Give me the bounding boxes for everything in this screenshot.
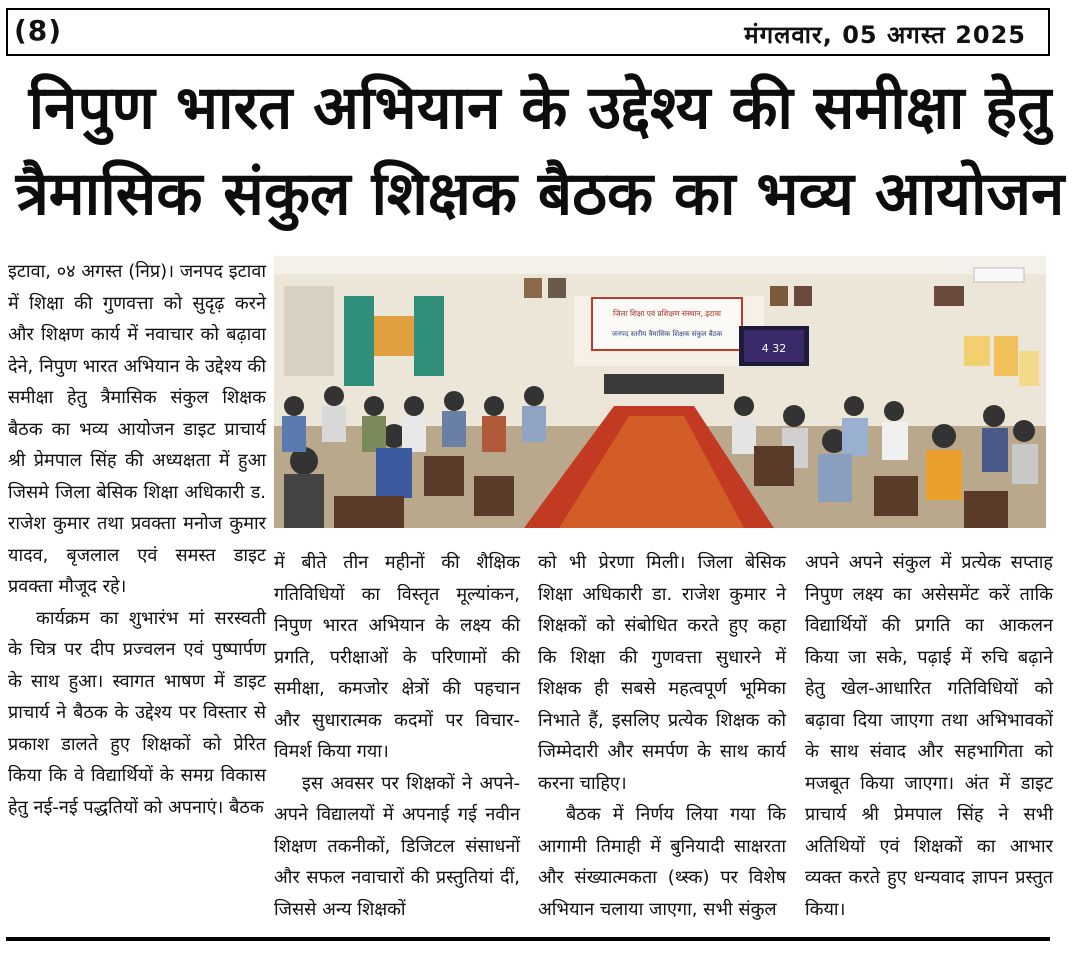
bottom-divider: [6, 937, 1050, 941]
banner-text-line-2: जनपद स्तरीय त्रैमासिक शिक्षक संकुल बैठक: [611, 330, 723, 338]
article-column-4: [805, 547, 1053, 925]
article-paragraph: कार्यक्रम का शुभारंभ मां सरस्वती के चित्र पर दीप प्रज्वलन एवं पुष्पार्पण के साथ हुआ। स्वागत भाषण में डाइट प्राचार्य ने बैठक के उद्देश्य पर विस्तार से प्रकाश डालते हुए शिक्षकों को प्रेरित किया कि वे विद्यार्थियों के समग्र विकास हेतु नई-नई पद्धतियों को अपनाएं। बैठक: [8, 607, 266, 818]
page-number: (8): [14, 14, 63, 47]
article-paragraph: बैठक में निर्णय लिया गया कि आगामी तिमाही में बुनियादी साक्षरता और संख्यात्मकता (थ्स्क) पर विशेष अभियान चलाया जाएगा, सभी संकुल: [538, 804, 786, 920]
projector-screen-text: 4 32: [761, 342, 787, 355]
masthead-bar: [6, 8, 1050, 56]
headline-line-2: त्रैमासिक संकुल शिक्षक बैठक का भव्य आयोजन: [15, 159, 1065, 229]
article-column-1: [8, 256, 266, 823]
article-column-2: [274, 547, 520, 925]
issue-date: मंगलवार, 05 अगस्त 2025: [744, 21, 1026, 49]
article-column-3: [538, 547, 786, 925]
banner-text-line-1: जिला शिक्षा एवं प्रशिक्षण संस्थान, इटावा: [613, 309, 721, 318]
article-paragraph: को भी प्रेरणा मिली। जिला बेसिक शिक्षा अधिकारी डा. राजेश कुमार ने शिक्षकों को संबोधित करते हुए कहा कि शिक्षा की गुणवत्ता सुधारने में शिक्षक ही सबसे महत्वपूर्ण भूमिका निभाते हैं, इसलिए प्रत्येक शिक्षक को जिम्मेदारी और समर्पण के साथ कार्य करना चाहिए।: [538, 552, 786, 794]
article-paragraph: में बीते तीन महीनों की शैक्षिक गतिविधियों का विस्तृत मूल्यांकन, निपुण भारत अभियान के लक्ष्य की प्रगति, परीक्षाओं के परिणामों की समीक्षा, कमजोर क्षेत्रों की पहचान और सुधारात्मक कदमों पर विचार-विमर्श किया गया।: [274, 552, 520, 762]
headline-line-1: निपुण भारत अभियान के उद्देश्य की समीक्षा हेतु: [28, 73, 1052, 143]
article-paragraph: अपने अपने संकुल में प्रत्येक सप्ताह निपुण लक्ष्य का असेसमेंट करें ताकि विद्यार्थियों की प्रगति का आकलन किया जा सके, पढ़ाई में रुचि बढ़ाने हेतु खेल-आधारित गतिविधियों को बढ़ावा दिया जाएगा तथा अभिभावकों के साथ संवाद और सहभागिता को मजबूत किया जाएगा। अंत में डाइट प्राचार्य श्री प्रेमपाल सिंह ने सभी अतिथियों एवं शिक्षकों का आभार व्यक्त करते हुए धन्यवाद ज्ञापन प्रस्तुत किया।: [805, 552, 1053, 920]
article-paragraph: इस अवसर पर शिक्षकों ने अपने-अपने विद्यालयों में अपनाई गई नवीन शिक्षण तकनीकों, डिजिटल संसाधनों और सफल नवाचारों की प्रस्तुतियां दीं, जिससे अन्य शिक्षकों: [274, 772, 520, 920]
article-paragraph: इटावा, ०४ अगस्त (निप्र)। जनपद इटावा में शिक्षा की गुणवत्ता को सुदृढ़ करने और शिक्षण कार्य में नवाचार को बढ़ावा देने, निपुण भारत अभियान के उद्देश्य की समीक्षा हेतु त्रैमासिक संकुल शिक्षक बैठक का भव्य आयोजन डाइट प्राचार्य श्री प्रेमपाल सिंह की अध्यक्षता में हुआ जिसमे जिला बेसिक शिक्षा अधिकारी ड. राजेश कुमार तथा प्रवक्ता मनोज कुमार यादव, बृजलाल एवं समस्त डाइट प्रवक्ता मौजूद रहे।: [8, 261, 266, 597]
meeting-photo: [274, 256, 1046, 528]
